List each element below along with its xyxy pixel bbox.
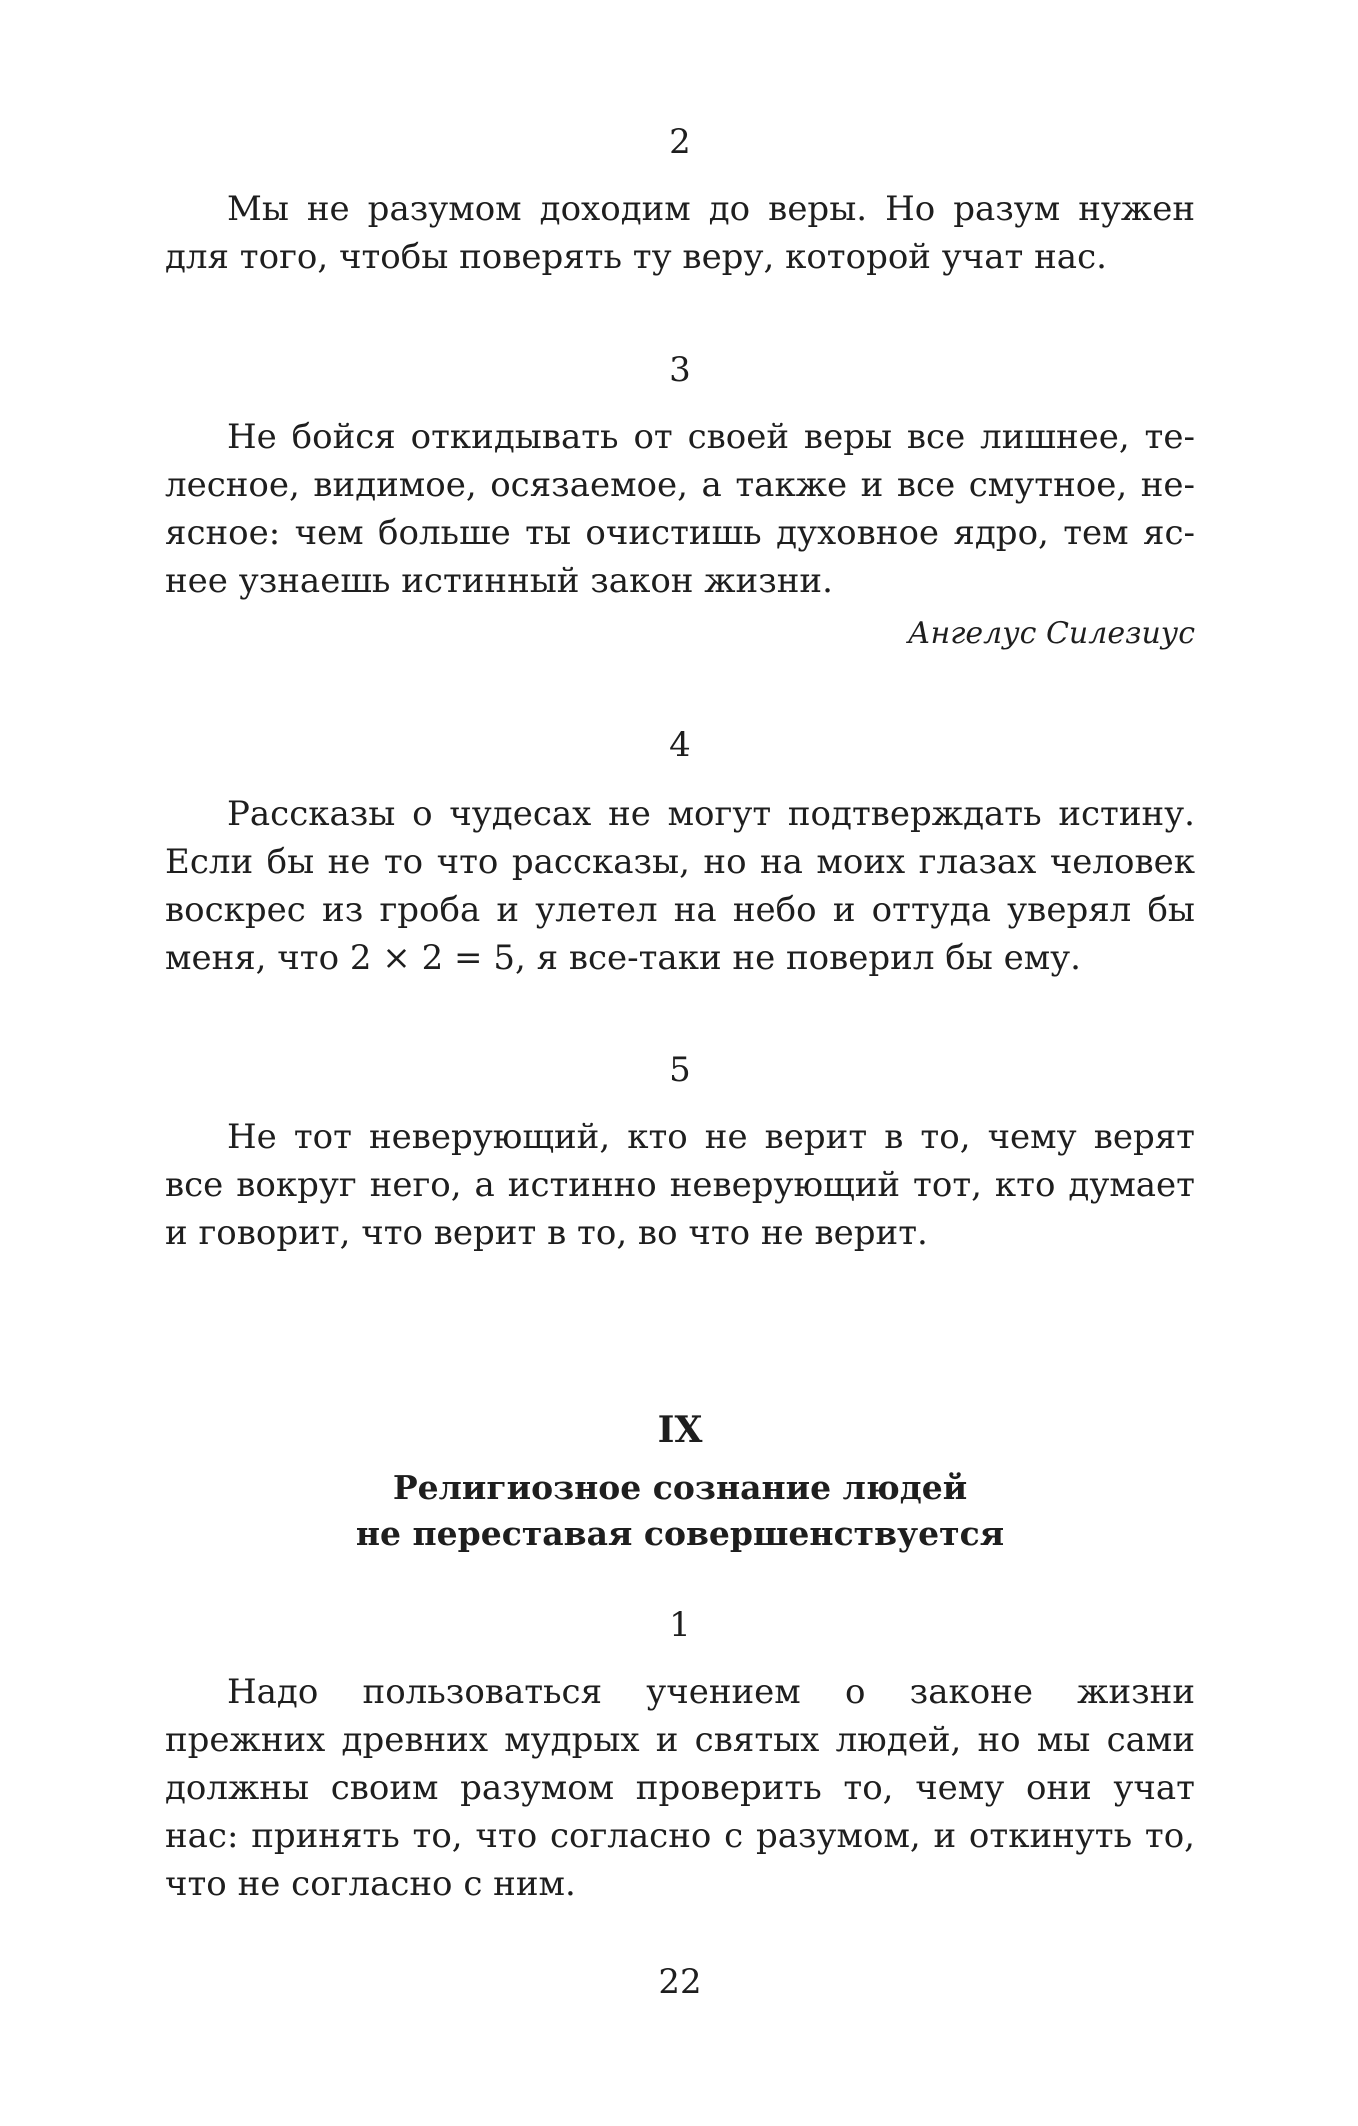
- chapter-title-line: Религиозное сознание людей: [392, 1468, 968, 1507]
- chapter-title: [165, 1465, 1195, 1557]
- section-number: 3: [669, 350, 691, 390]
- section-number: 1: [669, 1605, 691, 1645]
- section-text: Надо пользоваться учением о законе жизни прежних древних мудрых и святых людей, но мы сами должны своим разумом проверить то, чему они учат нас: принять то, что согласно с разумом, и откинуть то, что не согласно с ним.: [165, 1672, 1195, 1904]
- section-number: 5: [669, 1050, 691, 1090]
- quote-attribution: Ангелус Силезиус: [907, 616, 1195, 651]
- section-number: 2: [669, 122, 691, 162]
- chapter-number: IX: [657, 1409, 703, 1451]
- section-text: Не тот неверующий, кто не верит в то, чему верят все вокруг него, а истинно неверующий тот, кто думает и говорит, что верит в то, во что не верит.: [165, 1117, 1195, 1253]
- page-number: 22: [658, 1962, 702, 2002]
- section-text: Рассказы о чудесах не могут подтверждать истину. Если бы не то что рассказы, но на моих глазах человек воскрес из гроба и улетел на небо и оттуда уверял бы меня, что 2 × 2 = 5, я все-таки не поверил бы ему.: [165, 794, 1195, 978]
- section-text: Не бойся откидывать от своей веры все лишнее, телесное, видимое, осязаемое, а также и все смутное, неясное: чем больше ты очистишь духовное ядро, тем яснее узнаешь истинный закон жизни.: [165, 417, 1195, 601]
- section-text: Мы не разумом доходим до веры. Но разум нужен для того, чтобы поверять ту веру, которой учат нас.: [165, 189, 1195, 277]
- chapter-title-line: не переставая совершенствуется: [355, 1514, 1005, 1553]
- section-number: 4: [669, 725, 691, 765]
